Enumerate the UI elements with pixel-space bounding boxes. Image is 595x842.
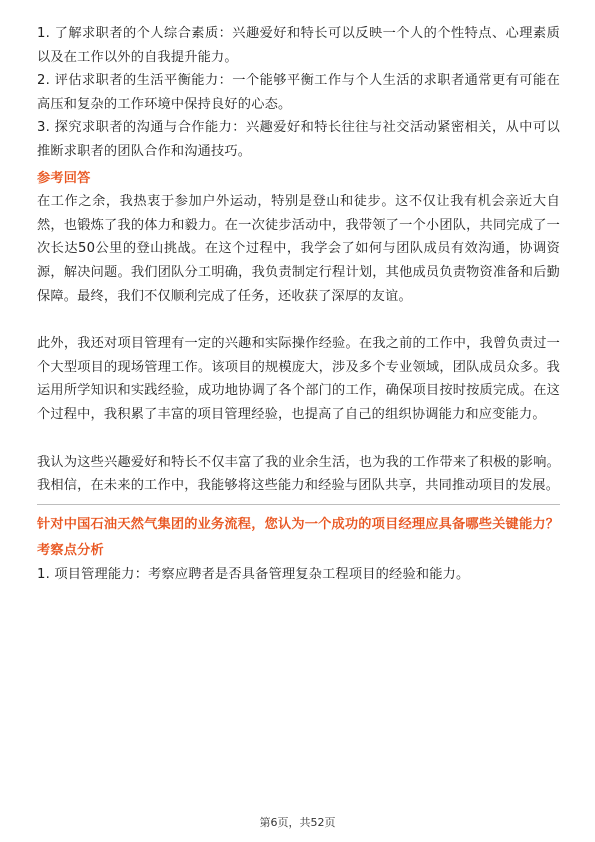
- answer-paragraph: 此外，我还对项目管理有一定的兴趣和实际操作经验。在我之前的工作中，我曾负责过一个大型项目的现场管理工作。该项目的规模庞大，涉及多个专业领域，团队成员众多。我运用所学知识和实践经验，成功地协调了各个部门的工作，确保项目按时按质完成。在这个过程中，我积累了丰富的项目管理经验，也提高了自己的组织协调能力和应变能力。: [37, 336, 560, 422]
- list-item: 2. 评估求职者的生活平衡能力：一个能够平衡工作与个人生活的求职者通常更有可能在高压和复杂的工作环境中保持良好的心态。: [37, 73, 560, 112]
- list-item: 1. 了解求职者的个人综合素质：兴趣爱好和特长可以反映一个人的个性特点、心理素质以及在工作以外的自我提升能力。: [37, 26, 560, 65]
- reference-answer-heading: 参考回答: [37, 170, 91, 186]
- section-divider: [37, 504, 560, 505]
- document-body: [37, 22, 560, 586]
- intro-list: [37, 22, 560, 164]
- analysis-heading: 考察点分析: [37, 543, 104, 559]
- answer-paragraph: 在工作之余，我热衷于参加户外运动，特别是登山和徒步。这不仅让我有机会亲近大自然，也锻炼了我的体力和毅力。在一次徒步活动中，我带领了一个小团队，共同完成了一次长达50公里的登山挑战。在这个过程中，我学会了如何与团队成员有效沟通，协调资源，解决问题。我们团队分工明确，我负责制定行程计划，其他成员负责物资准备和后勤保障。最终，我们不仅顺利完成了任务，还收获了深厚的友谊。: [37, 194, 560, 304]
- answer-paragraph: 我认为这些兴趣爱好和特长不仅丰富了我的业余生活，也为我的工作带来了积极的影响。我相信，在未来的工作中，我能够将这些能力和经验与团队共享，共同推动项目的发展。: [37, 454, 560, 494]
- question-heading: 针对中国石油天然气集团的业务流程，您认为一个成功的项目经理应具备哪些关键能力？: [37, 516, 560, 532]
- answer-section: [37, 190, 560, 498]
- list-item: 3. 探究求职者的沟通与合作能力：兴趣爱好和特长往往与社交活动紧密相关，从中可以推断求职者的团队合作和沟通技巧。: [37, 120, 560, 159]
- page-number: 第6页，共52页: [259, 816, 336, 829]
- analysis-list: [37, 563, 560, 587]
- list-item: 1. 项目管理能力：考察应聘者是否具备管理复杂工程项目的经验和能力。: [37, 566, 470, 582]
